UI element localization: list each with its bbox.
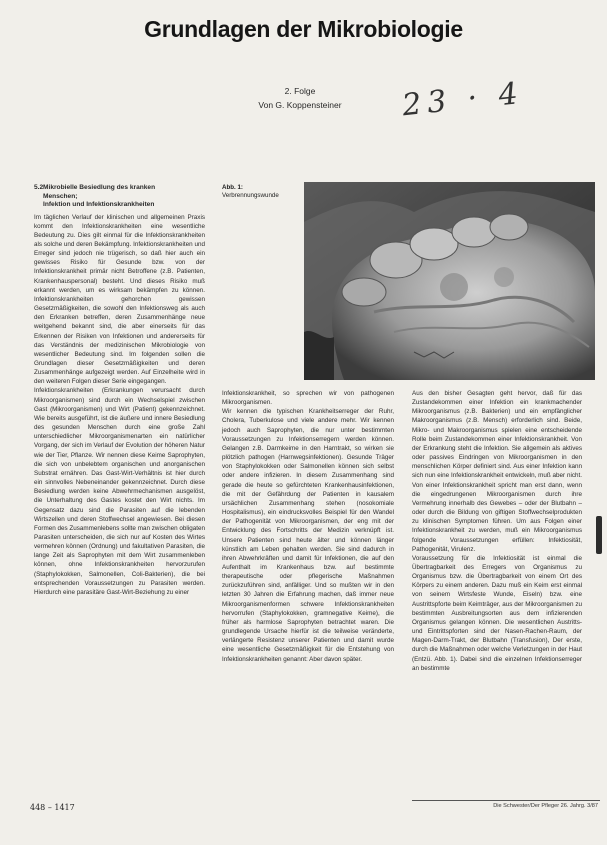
section-heading-line2: Menschen; [43, 192, 78, 200]
section-heading [34, 184, 205, 210]
article-title: Grundlagen der Mikrobiologie [144, 16, 463, 42]
author-line: Von G. Koppensteiner [258, 100, 342, 110]
text-column-middle [222, 389, 394, 664]
article-byline [200, 84, 400, 112]
paragraph: Aus den bisher Gesagten geht hervor, daß für das Zustandekommen einer Infektion ein krankmachender Mikroorganismus (z.B. Bakterien) und ein empfänglicher Makroorganismus (z.B. Mensch) erforderlich sind. Beide, Mikro- und Makroorganismus spielen eine entscheidende Rolle beim Zustandekommen einer Infektionskrankheit. Von der Erkrankung steht die Infektion. Sie allgemein als aktives oder passives Eindringen von Mikroorganismen in den menschlichen Körper definiert sind. Aus einer Infektion kann sich nun eine Infektionskrankheit entwickeln, muß aber nicht. Von einer Infektionskrankheit spricht man erst dann, wenn die eingedrungenen Mikroorganismen durch ihre Vermehrung innerhalb des Gewebes – oder der Blutbahn – oder durch die Bildung von giftigen Stoffwechselprodukten zu klinischen Symptomen führen. Um aus Folgen einer Infektionskrankheit zu werden, muß ein Mikroorganismus folgende Voraussetzungen erfüllen: Infektiosität, Pathogenität, Virulenz. [412, 390, 582, 553]
handwritten-note: 23 · 4 [400, 75, 526, 124]
paragraph: Im täglichen Verlauf der klinischen und allgemeinen Praxis kommt den Infektionskrankheiten eine wesentliche Bedeutung zu. Dies gilt einmal für die Infektionskrankheiten als solche und deren Bekämpfung. Infektionskrankheiten und Erreger sind jedoch nie trügerisch, so daß hier auch ein gewisses Risiko für Gesunde bzw. von der Infektionskrankheit primär nicht Betroffene (z.B. Patienten, Krankenhauspersonal) besteht. Und dieses Risiko muß erkannt werden, um es wirksam bekämpfen zu können. Infektionskrankheiten gehorchen gewissen Gesetzmäßigkeiten, die sowohl den Infektionsweg als auch den Erkranken betreffen, deren Zusammenhänge neue weitgehend bekannt sind, die aber einerseits für das Erkennen der Risiken von Infektionen und andererseits für das Verständnis der medizinischen Mikrobiologie von wesentlicher Bedeutung sind. Im folgenden sollen die Grundlagen dieser Gesetzmäßigkeiten und deren Zusammenhänge aufgezeigt werden. Auf Einzelheite wird in den weiteren Folgen dieser Serie eingegangen. [34, 213, 205, 386]
figure-label: Abb. 1: [222, 184, 243, 191]
footer-divider [412, 800, 600, 801]
paragraph: Infektionskrankheit, so sprechen wir von pathogenen Mikroorganismen. [222, 390, 394, 407]
text-column-left [34, 184, 205, 597]
page-number: 448 – 1417 [30, 803, 75, 812]
paragraph: Infektionskrankheiten (Erkrankungen verursacht durch Mikroorganismen) sind durch ein Wechselspiel zwischen Gast (Mikroorganismen) und Wirt (Patient) gekennzeichnet. Wie bereits ausgeführt, ist die äußere und innere Besiedlung des gesunden Menschen durch eine große Zahl unterschiedlicher Mikroorganismenarten ein natürlicher Vorgang, der sich im Verlauf der Evolution der höheren Natur wie der Tier, Pflanze. Wir nennen diese Keime Saprophyten, die sich von unbelebtem organischen und anorganischen Substrat ernähren. Das Gast-Wirt-Verhältnis ist hier durch ein sinnvolles Nebeneinander gekennzeichnet. Durch diese Besiedlung werden keine Abwehrmechanismen ausgelöst, die Unterhaltung des Gastes kostet den Wirt nichts. Im Gegensatz dazu sind die Parasiten auf die lebenden Wirtszellen und deren Stoffwechsel angewiesen. Bei diesen Formen des Zusammenlebens sollte man zwischen obligaten Parasiten unterscheiden, die sich nur auf Kosten des Wirtes vermehren können (Ordnung) und fakultativen Parasiten, die lange Zeit als Saprophyten mit dem Wirt zusammenleben können, ohne Infektionskrankheiten hervorzurufen (Staphylokokken, Salmonellen, Coli-Bakterien), die bei entsprechenden Voraussetzungen zu Parasiten werden. Hierdurch eine parasitäre Gast-Wirt-Beziehung zu einer [34, 387, 205, 596]
section-heading-line1: Mikrobielle Besiedlung des kranken [43, 184, 156, 191]
margin-marker [596, 516, 602, 554]
figure-caption-text: Verbrennungswunde [222, 192, 279, 199]
installment-label: 2. Folge [284, 86, 316, 96]
journal-reference: Die Schwester/Der Pfleger 26. Jahrg. 3/87 [493, 803, 598, 809]
figure-caption [222, 184, 302, 200]
text-column-right [412, 389, 582, 673]
burn-wound-photo [304, 182, 595, 380]
paragraph: Voraussetzung für die Infektiosität ist einmal die Übertragbarkeit des Erregers von Organismus zu Organismus bzw. die Übertragbarkeit von einem Ort des Körpers zu einem anderen. Dazu muß ein Keim erst einmal von seinem Wirtsfeste Wunde, Eiseln) bzw. eine Austrittspforte beim Keimträger, aus der Mikroorganismen zu bestimmten Ausbreitungsorten aus dem infizierenden Organismus gelangen können. Die wesentlichen Austritts- und Eintrittspforten sind der Nasen-Rachen-Raum, der Magen-Darm-Trakt, der Blutbahn (Transfusion), Der erste, durch die Maßnahmen oder welche Verletzungen in der Haut (Entzü. Abb. 1). Dabei sind die einzelnen Infektionserreger an bestimmte [412, 554, 582, 672]
section-number: 5.2 [34, 184, 44, 191]
photo-illustration [304, 182, 595, 380]
paragraph: Wir kennen die typischen Krankheitserreger der Ruhr, Cholera, Tuberkulose und viele andere mehr. Wir kennen jedoch auch Saprophyten, die nur unter bestimmten Voraussetzungen zu Infektionserregern werden können. Gelangen z.B. Darmkeime in den Harntrakt, so wirken sie plötzlich pathogen (Harnwegsinfektionen). Gesunde Träger von Staphylokokken oder Salmonellen können sich selbst oder andere infizieren. In diesem Zusammenhang sind gerade die heute so gefürchteten Krankenhausinfektionen, die mit der Gefährdung der Patienten in kausalem ursächlichen Zusammenhang stehen (nosokomiale Hospitalismus), ein eindrucksvolles Beispiel für den Wandel der Pathogenität von Mikroorganismen, der eng mit der Entwicklung des Fortschritts der Medizin verknüpft ist. Unsere Patienten sind heute älter und können länger künstlich am Leben gehalten werden. Sie sind dadurch in ihren Abwehrkräften und damit für Infektionen, die auf den Aufenthalt im Krankenhaus bzw. auf bestimmte therapeutische oder pflegerische Maßnahmen zurückzuführen sind, anfälliger. Und so mußten wir in den letzten 30 Jahren die Erfahrung machen, daß immer neue Mikroorganismenformen schwere Infektionskrankheiten hervorrufen (Staphylokokken, gramnegative Keime), die früher als harmlose Saprophyten betrachtet waren. Die grundlegende Ursache hierfür ist die teilweise veränderte, verlängerte Resistenz unserer Patienten und damit wurde eine wesentliche Gesetzmäßigkeit für die Entstehung von Infektionskrankheiten genannt: Aber davon später. [222, 408, 394, 663]
section-heading-line3: Infektion und Infektionskrankheiten [43, 201, 155, 208]
